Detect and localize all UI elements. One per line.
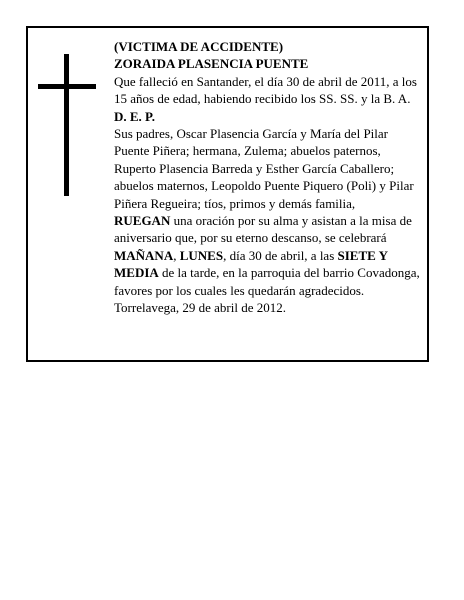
request-part-3: de la tarde, en la parroquia del barrio Covadonga, favores por los cuales les quedarán agradecidos.: [114, 265, 420, 298]
deceased-name: ZORAIDA PLASENCIA PUENTE: [114, 56, 309, 72]
death-notice: Que falleció en Santander, el día 30 de abril de 2011, a los 15 años de edad, habiendo recibido los SS. SS. y la B. A.: [114, 73, 417, 107]
manana-word: MAÑANA: [114, 247, 174, 263]
request-part-1: una oración por su alma y asistan a la misa de aniversario que, por su eterno descanso, se celebrará: [114, 213, 412, 246]
request-comma: ,: [173, 247, 180, 263]
cross-icon: [64, 54, 69, 196]
mass-time: SIETE Y MEDIA: [114, 247, 388, 281]
ruegan-word: RUEGAN: [114, 213, 171, 229]
lunes-word: LUNES: [179, 247, 224, 263]
accident-label: (VICTIMA DE ACCIDENTE): [114, 39, 284, 54]
request-part-2: , día 30 de abril, a las: [223, 247, 338, 263]
family-list: Sus padres, Oscar Plasencia García y María del Pilar Puente Piñera; hermana, Zulema; abuelos paternos, Ruperto Plasencia Barreda y Esther García Caballero; abuelos maternos, Leopoldo Puente Piquero (Poli) y Pilar Piñera Regueira; tíos, primos y demás familia,: [114, 126, 414, 211]
obituary-text: [114, 38, 424, 317]
dep-label: D. E. P.: [114, 108, 156, 124]
mass-request: [114, 212, 424, 299]
place-date: Torrelavega, 29 de abril de 2012.: [114, 300, 286, 316]
cross-icon-bar: [38, 84, 96, 89]
